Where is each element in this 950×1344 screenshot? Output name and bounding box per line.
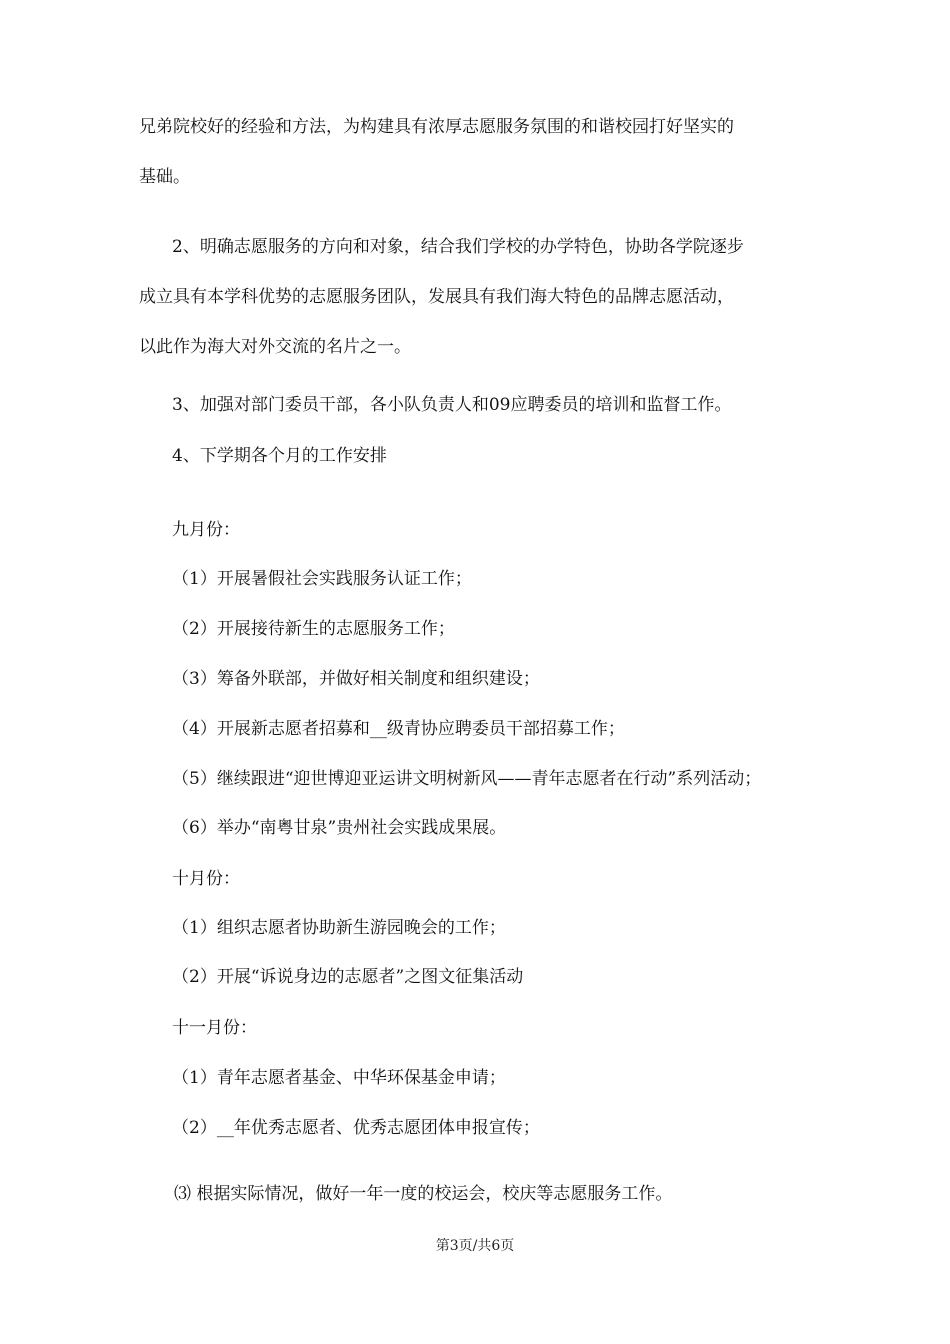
list-item: （5）继续跟进“迎世博迎亚运讲文明树新风——青年志愿者在行动”系列活动；: [172, 769, 762, 789]
list-item: （6）举办“南粤甘泉”贵州社会实践成果展。: [172, 818, 507, 838]
list-item: （2）__年优秀志愿者、优秀志愿团体申报宣传；: [172, 1118, 540, 1138]
september-heading: 九月份：: [172, 520, 240, 540]
paragraph-1-line-1: 兄弟院校好的经验和方法，为构建具有浓厚志愿服务氛围的和谐校园打好坚实的: [139, 117, 734, 137]
list-item: （1）组织志愿者协助新生游园晚会的工作；: [172, 918, 506, 938]
list-item: （1）开展暑假社会实践服务认证工作；: [172, 569, 472, 589]
list-item: ⑶ 根据实际情况，做好一年一度的校运会，校庆等志愿服务工作。: [174, 1184, 673, 1204]
november-heading: 十一月份：: [172, 1018, 257, 1038]
list-item: （2）开展“诉说身边的志愿者”之图文征集活动: [172, 967, 524, 987]
paragraph-3: 3、加强对部门委员干部，各小队负责人和09应聘委员的培训和监督工作。: [172, 395, 732, 415]
list-item: （3）筹备外联部，并做好相关制度和组织建设；: [172, 669, 540, 689]
paragraph-2-line-1: 2、明确志愿服务的方向和对象，结合我们学校的办学特色，协助各学院逐步: [172, 237, 744, 257]
paragraph-2-line-3: 以此作为海大对外交流的名片之一。: [139, 337, 411, 357]
page-footer: 第3页/共6页: [435, 1238, 515, 1254]
list-item: （1）青年志愿者基金、中华环保基金申请；: [172, 1068, 506, 1088]
paragraph-1-line-2: 基础。: [139, 167, 190, 187]
paragraph-2-line-2: 成立具有本学科优势的志愿服务团队，发展具有我们海大特色的品牌志愿活动，: [139, 287, 734, 307]
list-item: （4）开展新志愿者招募和__级青协应聘委员干部招募工作；: [172, 719, 625, 739]
paragraph-4: 4、下学期各个月的工作安排: [172, 446, 387, 466]
list-item: （2）开展接待新生的志愿服务工作；: [172, 619, 455, 639]
october-heading: 十月份：: [172, 869, 240, 889]
